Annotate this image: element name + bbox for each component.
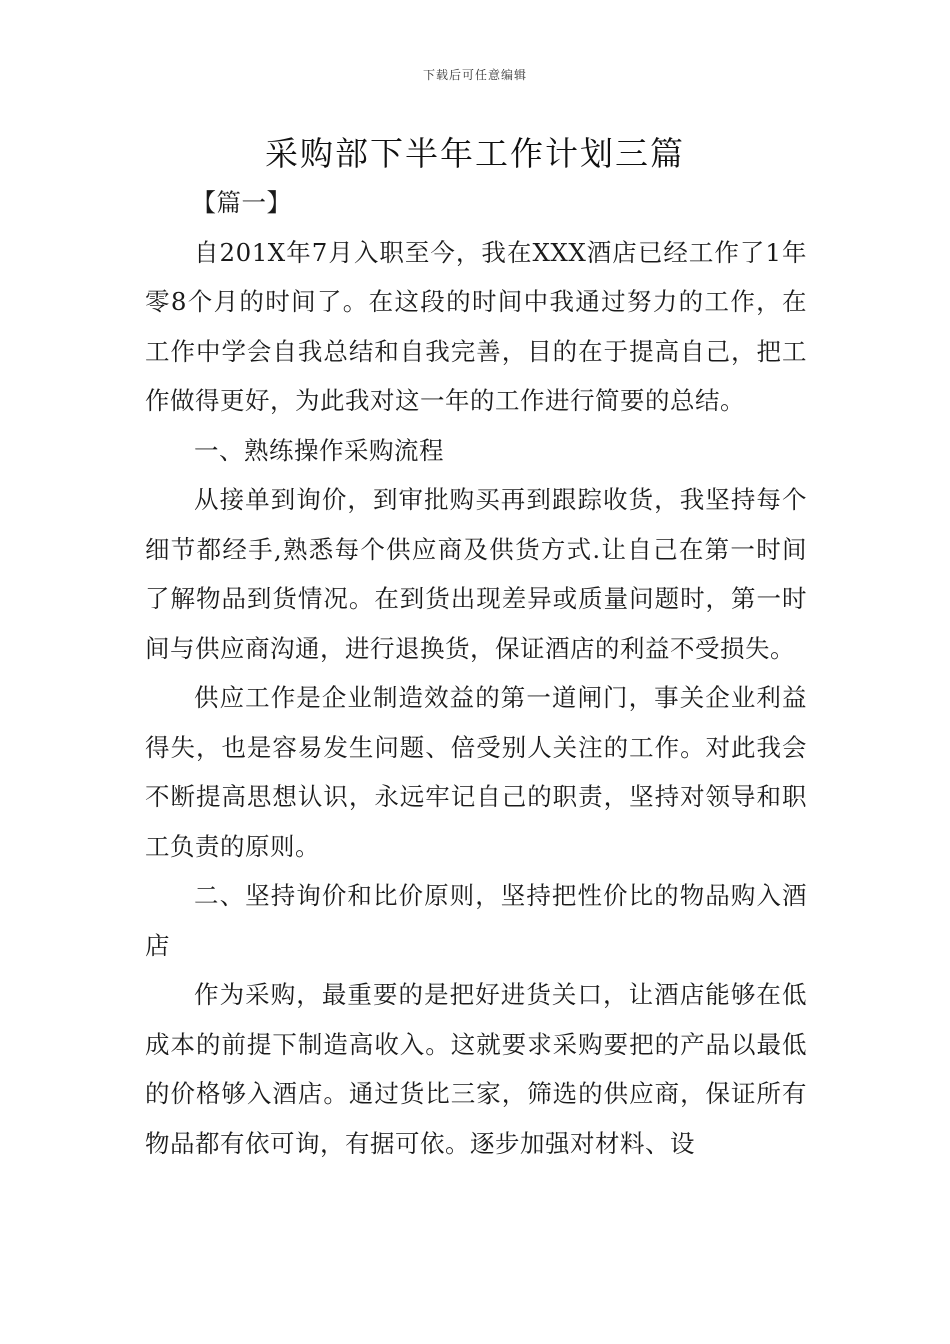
paragraph-procurement-process: 从接单到询价，到审批购买再到跟踪收货，我坚持每个细节都经手,熟悉每个供应商及供货方式.让自己在第一时间了解物品到货情况。在到货出现差异或质量问题时，第一时间与供应商沟通，进行退换货，保证酒店的利益不受损失。: [145, 485, 807, 663]
section-heading-part-one: 【篇一】: [191, 188, 292, 217]
document-title: 采购部下半年工作计划三篇: [265, 134, 685, 173]
document-body: [145, 178, 807, 1168]
paragraph-price-comparison: 作为采购，最重要的是把好进货关口，让酒店能够在低成本的前提下制造高收入。这就要求采购要把的产品以最低的价格够入酒店。通过货比三家，筛选的供应商，保证所有物品都有依可询，有据可依。逐步加强对材料、设: [145, 980, 807, 1158]
paragraph-intro: 自201X年7月入职至今，我在XXX酒店已经工作了1年零8个月的时间了。在这段的时间中我通过努力的工作，在工作中学会自我总结和自我完善，目的在于提高自己，把工作做得更好，为此我对这一年的工作进行简要的总结。: [145, 237, 807, 415]
subheading-procurement-process: 一、熟练操作采购流程: [194, 435, 444, 465]
subheading-price-comparison: 二、坚持询价和比价原则，坚持把性价比的物品购入酒店: [145, 881, 807, 960]
paragraph-supply-work: 供应工作是企业制造效益的第一道闸门，事关企业利益得失，也是容易发生问题、倍受别人关注的工作。对此我会不断提高思想认识，永远牢记自己的职责，坚持对领导和职工负责的原则。: [145, 683, 807, 861]
header-note: 下载后可任意编辑: [422, 68, 527, 82]
